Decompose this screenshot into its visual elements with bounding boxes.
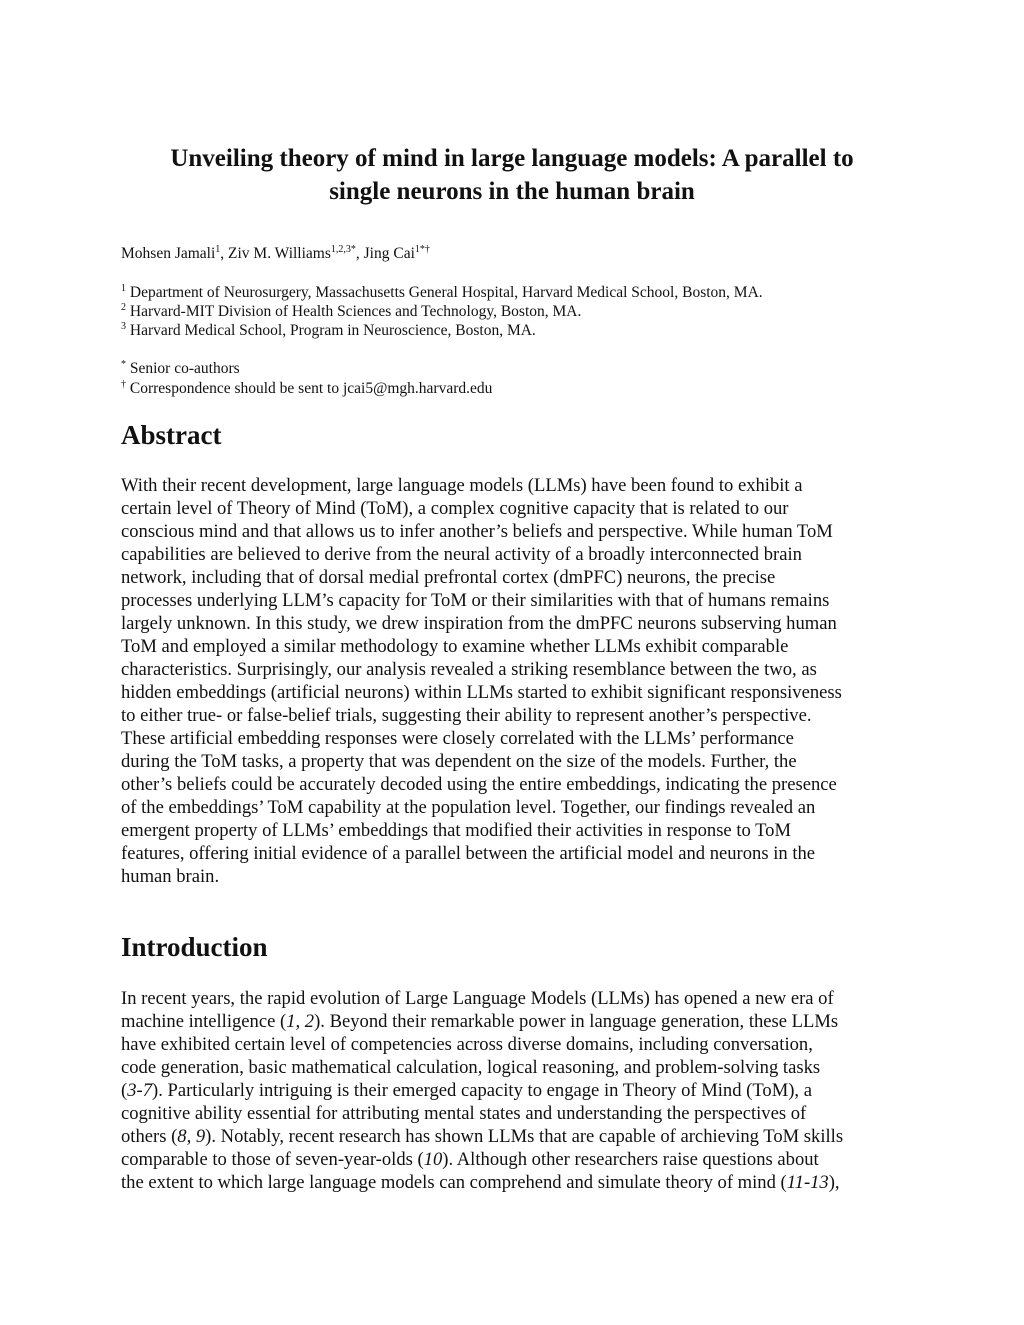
text-run: ( — [121, 1080, 128, 1101]
text-run: ). Beyond their remarkable power in language generation, these LLMs — [314, 1011, 839, 1032]
abstract-line: during the ToM tasks, a property that was dependent on the size of the models. Further, the — [121, 751, 797, 772]
abstract-line: largely unknown. In this study, we drew inspiration from the dmPFC neurons subserving human — [121, 613, 837, 634]
abstract-line: to either true- or false-belief trials, suggesting their ability to represent another’s perspective. — [121, 705, 812, 726]
introduction-line — [121, 987, 911, 1010]
author-name: Mohsen Jamali — [121, 245, 216, 262]
abstract-line: processes underlying LLM’s capacity for ToM or their similarities with that of humans remains — [121, 590, 830, 611]
introduction-line — [121, 1056, 911, 1079]
author-affiliation-mark: 1 — [215, 243, 221, 255]
affiliation — [121, 321, 763, 340]
abstract-line: of the embeddings’ ToM capability at the population level. Together, our findings revealed an — [121, 797, 816, 818]
text-run: cognitive ability essential for attributing mental states and understanding the perspectives of — [121, 1103, 807, 1124]
author-list — [121, 244, 430, 264]
text-run: In recent years, the rapid evolution of Large Language Models (LLMs) has opened a new era of — [121, 988, 834, 1009]
abstract-line: network, including that of dorsal medial prefrontal cortex (dmPFC) neurons, the precise — [121, 567, 776, 588]
text-run: the extent to which large language models can comprehend and simulate theory of mind ( — [121, 1172, 787, 1193]
citation: 10 — [423, 1149, 443, 1170]
text-run: ). Particularly intriguing is their emerged capacity to engage in Theory of Mind (ToM), a — [152, 1080, 812, 1101]
abstract-line: emergent property of LLMs’ embeddings that modified their activities in response to ToM — [121, 820, 791, 841]
introduction-line — [121, 1033, 911, 1056]
title-line: single neurons in the human brain — [329, 178, 695, 205]
author-separator: , — [355, 245, 364, 262]
affiliation-number: 3 — [121, 320, 126, 332]
note-mark: † — [121, 378, 126, 390]
affiliation-number: 1 — [121, 282, 126, 294]
introduction-heading: Introduction — [121, 932, 268, 962]
abstract-line: human brain. — [121, 866, 220, 887]
introduction-line — [121, 1079, 911, 1102]
introduction-line — [121, 1010, 911, 1033]
abstract-line: capabilities are believed to derive from the neural activity of a broadly interconnected brain — [121, 544, 802, 565]
abstract-line: hidden embeddings (artificial neurons) within LLMs started to exhibit significant responsiveness — [121, 682, 842, 703]
text-run: ). Notably, recent research has shown LLMs that are capable of archieving ToM skills — [205, 1126, 844, 1147]
citation: 1, 2 — [286, 1011, 315, 1032]
author — [121, 245, 228, 262]
affiliation-list — [121, 283, 763, 340]
author-separator: , — [220, 245, 229, 262]
text-run: ). Although other researchers raise questions about — [442, 1149, 819, 1170]
author-note — [121, 379, 492, 399]
author — [228, 245, 364, 262]
abstract-line: ToM and employed a similar methodology to examine whether LLMs exhibit comparable — [121, 636, 789, 657]
text-run: code generation, basic mathematical calculation, logical reasoning, and problem-solving tasks — [121, 1057, 821, 1078]
author-affiliation-mark: 1*† — [414, 243, 430, 255]
note-mark: * — [121, 358, 126, 370]
introduction-line — [121, 1125, 911, 1148]
citation: 11-13 — [786, 1172, 829, 1193]
author — [364, 245, 430, 262]
author-note — [121, 359, 492, 379]
citation: 3-7 — [127, 1080, 152, 1101]
author-name: Ziv M. Williams — [228, 245, 331, 262]
abstract-line: characteristics. Surprisingly, our analysis revealed a striking resemblance between the two, as — [121, 659, 817, 680]
note-text: Correspondence should be sent to jcai5@mgh.harvard.edu — [129, 380, 493, 397]
author-notes — [121, 359, 492, 399]
abstract-line: conscious mind and that allows us to infer another’s beliefs and perspective. While human ToM — [121, 521, 833, 542]
abstract-line: certain level of Theory of Mind (ToM), a complex cognitive capacity that is related to our — [121, 498, 789, 519]
text-run: ), — [828, 1172, 840, 1193]
text-run: others ( — [121, 1126, 178, 1147]
affiliation-text: Harvard Medical School, Program in Neuroscience, Boston, MA. — [129, 322, 536, 339]
affiliation — [121, 283, 763, 302]
abstract-line: These artificial embedding responses were closely correlated with the LLMs’ performance — [121, 728, 794, 749]
introduction-line — [121, 1171, 911, 1194]
note-text: Senior co-authors — [129, 360, 240, 377]
paper-title — [100, 142, 924, 208]
author-name: Jing Cai — [363, 245, 415, 262]
abstract-body — [121, 474, 911, 888]
abstract-line: other’s beliefs could be accurately decoded using the entire embeddings, indicating the presence — [121, 774, 837, 795]
text-run: machine intelligence ( — [121, 1011, 287, 1032]
introduction-line — [121, 1102, 911, 1125]
affiliation-text: Harvard-MIT Division of Health Sciences and Technology, Boston, MA. — [129, 303, 582, 320]
affiliation-text: Department of Neurosurgery, Massachusetts General Hospital, Harvard Medical School, Boston, MA. — [129, 284, 763, 301]
text-run: have exhibited certain level of competencies across diverse domains, including conversation, — [121, 1034, 813, 1055]
introduction-line — [121, 1148, 911, 1171]
introduction-body — [121, 987, 911, 1194]
abstract-line: With their recent development, large language models (LLMs) have been found to exhibit a — [121, 475, 803, 496]
abstract-line: features, offering initial evidence of a parallel between the artificial model and neurons in the — [121, 843, 816, 864]
affiliation — [121, 302, 763, 321]
title-line: Unveiling theory of mind in large language models: A parallel to — [170, 145, 854, 172]
citation: 8, 9 — [177, 1126, 206, 1147]
text-run: comparable to those of seven-year-olds ( — [121, 1149, 424, 1170]
abstract-heading: Abstract — [121, 420, 222, 450]
affiliation-number: 2 — [121, 301, 126, 313]
author-affiliation-mark: 1,2,3* — [330, 243, 356, 255]
